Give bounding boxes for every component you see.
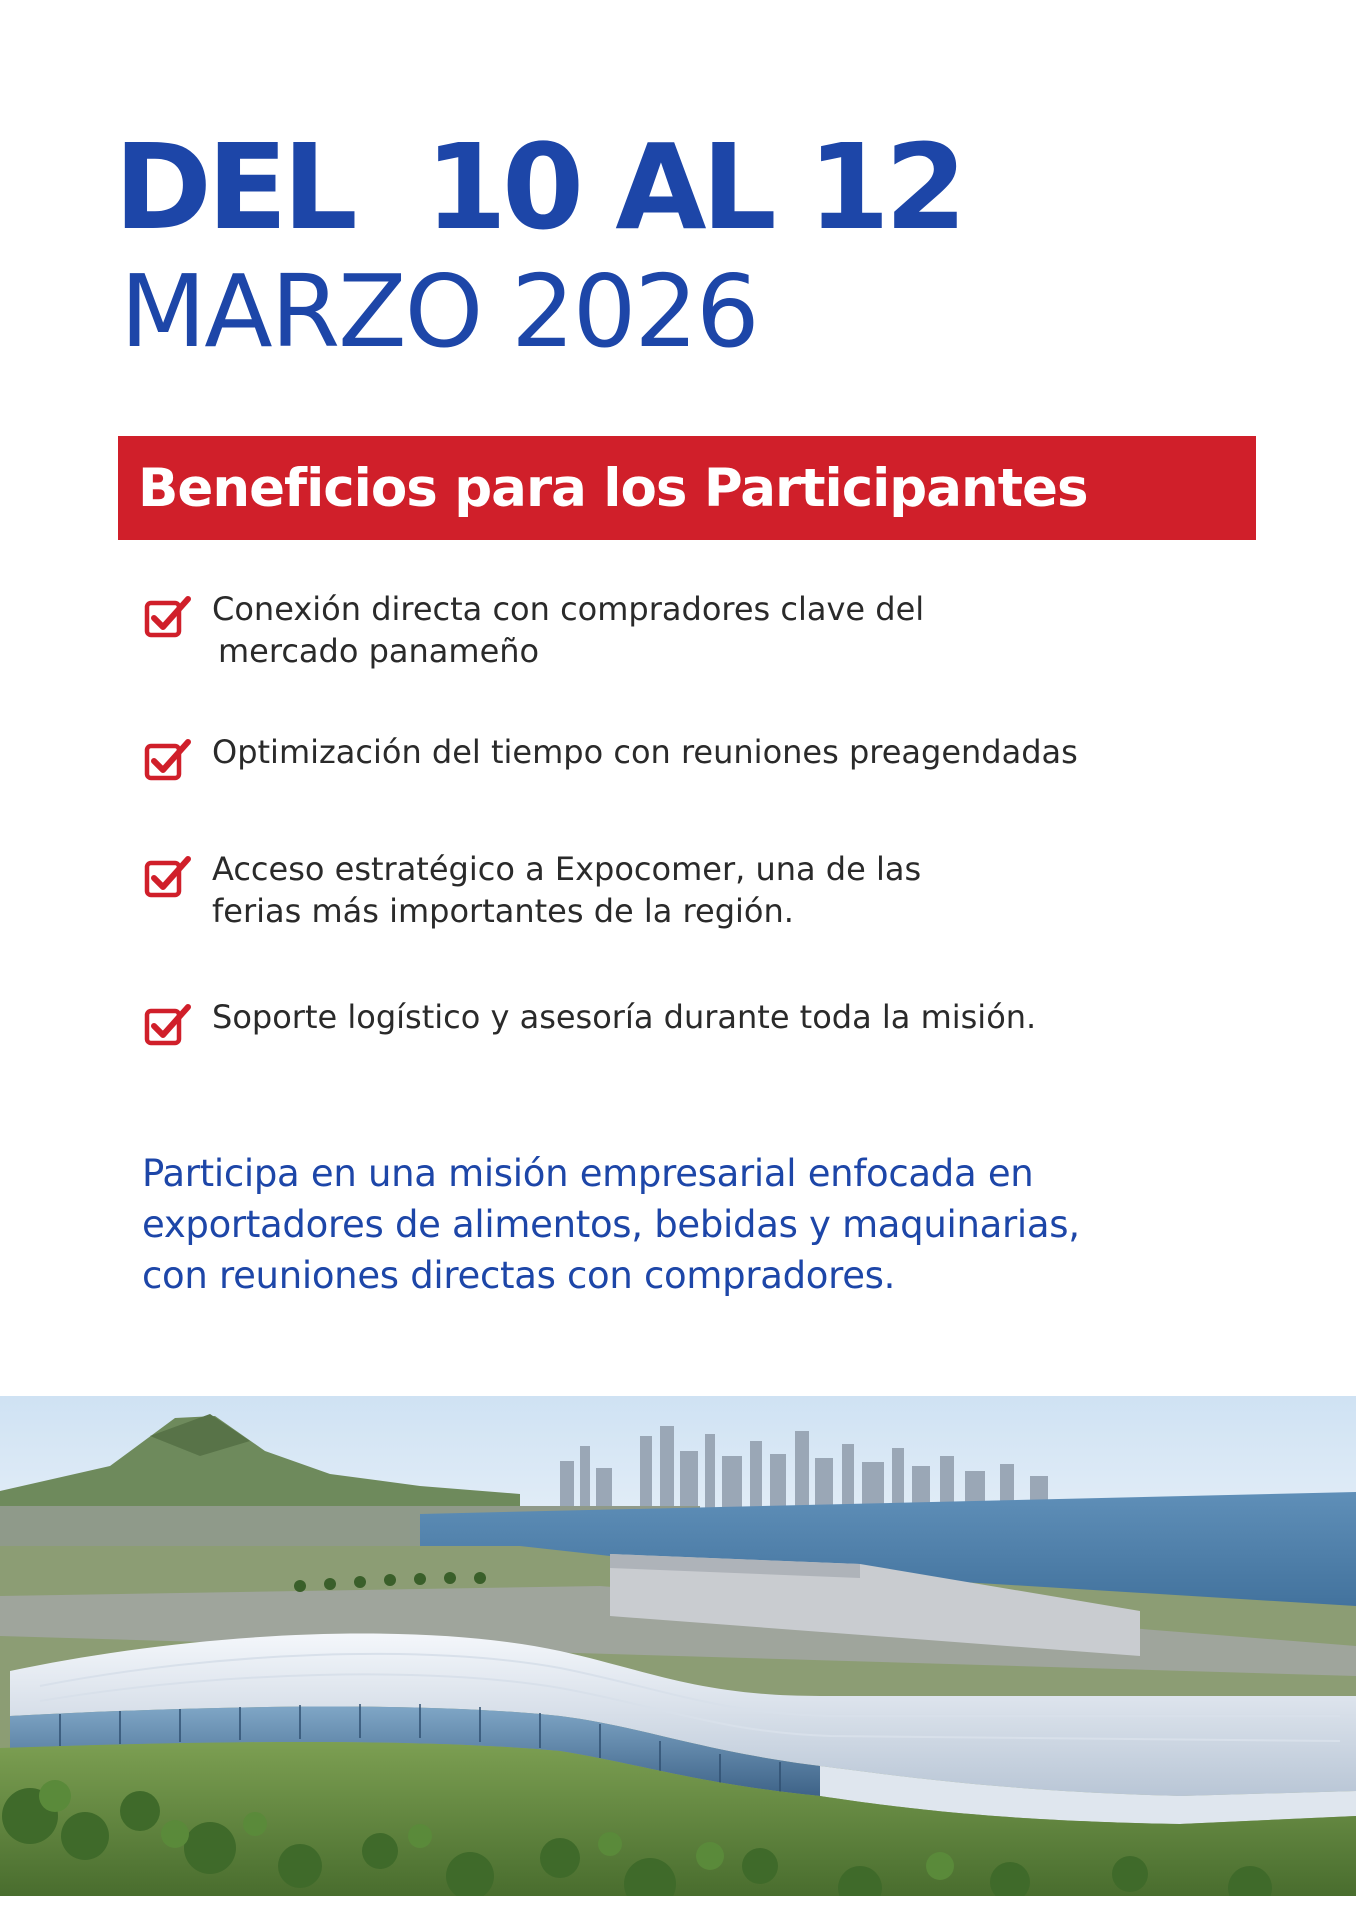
benefit-text	[212, 588, 1272, 672]
event-month-year: MARZO 2026	[120, 253, 758, 370]
benefit-text	[212, 731, 1272, 773]
event-dates-range: DEL 10 AL 12	[114, 118, 963, 256]
benefit-line: mercado panameño	[218, 632, 540, 670]
benefits-title: Beneficios para los Participantes	[138, 457, 1088, 519]
benefits-banner	[118, 436, 1256, 540]
benefit-line: ferias más importantes de la región.	[212, 892, 794, 930]
description-line: exportadores de alimentos, bebidas y maquinarias,	[142, 1203, 1080, 1246]
benefit-line: Optimización del tiempo con reuniones preagendadas	[212, 733, 1078, 771]
checkbox-checked-icon	[144, 594, 192, 640]
benefit-line: Conexión directa con compradores clave del	[212, 590, 925, 628]
mission-description	[142, 1148, 1252, 1301]
description-line: con reuniones directas con compradores.	[142, 1254, 896, 1297]
convention-center-photo	[0, 1396, 1356, 1896]
checkbox-checked-icon	[144, 854, 192, 900]
benefit-text	[212, 848, 1272, 932]
benefit-line: Acceso estratégico a Expocomer, una de las	[212, 850, 922, 888]
benefit-text	[212, 996, 1272, 1038]
checkbox-checked-icon	[144, 1002, 192, 1048]
checkbox-checked-icon	[144, 737, 192, 783]
convention-center-illustration	[0, 1396, 1356, 1896]
benefit-line: Soporte logístico y asesoría durante toda la misión.	[212, 998, 1037, 1036]
description-line: Participa en una misión empresarial enfocada en	[142, 1152, 1034, 1195]
